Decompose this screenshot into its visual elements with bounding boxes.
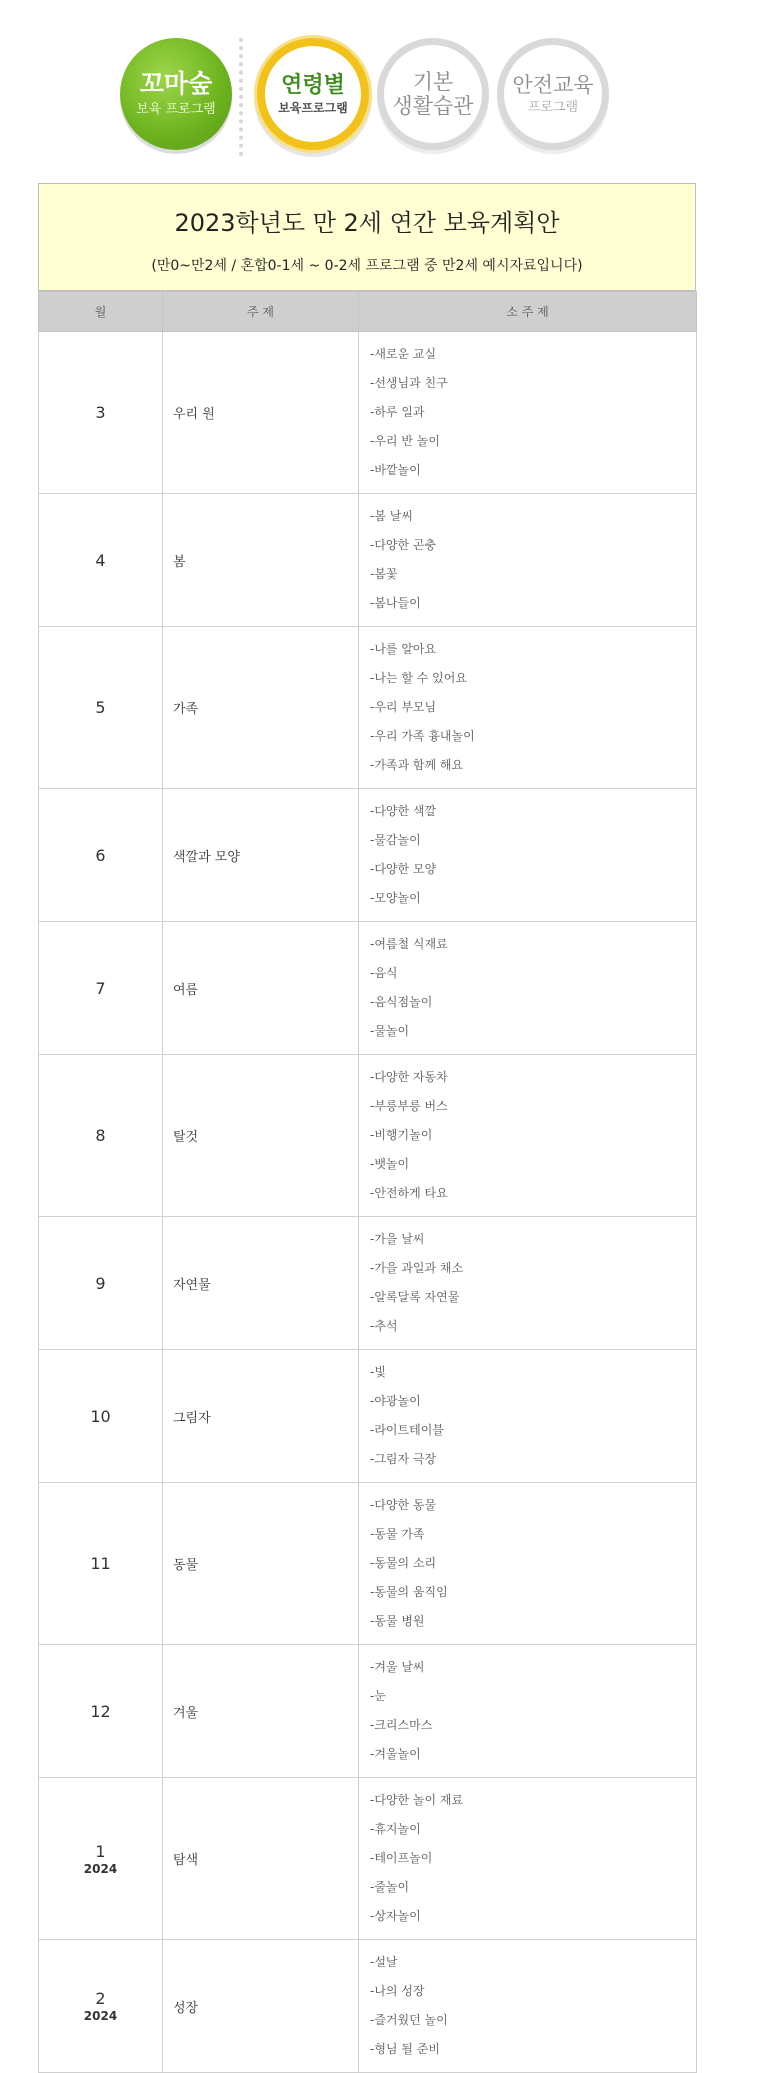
subtopic-item: -동물의 움직임 [370, 1585, 448, 1599]
subtopic-item: -음식점놀이 [370, 995, 433, 1009]
subtopics-cell [359, 1217, 697, 1350]
nav-button-title: 꼬마숲 [139, 69, 213, 99]
subtopic-item: -가족과 함께 해요 [370, 758, 464, 772]
subtopic-item: -줄놀이 [370, 1880, 410, 1894]
subtopic-item: -가을 과일과 채소 [370, 1261, 464, 1275]
subtopics-cell [359, 1055, 697, 1217]
month-cell [39, 627, 163, 789]
month-cell [39, 1483, 163, 1645]
subtopic-item: -알록달록 자연물 [370, 1290, 460, 1304]
month-value: 2 [95, 1989, 106, 2008]
subtopic-item: -즐거웠던 놀이 [370, 2013, 448, 2027]
subject-cell: 색깔과 모양 [163, 789, 359, 922]
subtopic-item: -물감놀이 [370, 833, 421, 847]
month-cell [39, 1217, 163, 1350]
subtopic-item: -가을 날씨 [370, 1232, 425, 1246]
subtopic-item: -다양한 색깔 [370, 804, 437, 818]
subtopic-item: -바깥놀이 [370, 463, 421, 477]
subtopic-item: -우리 가족 흉내놀이 [370, 729, 475, 743]
nav-button-title: 연령별 [281, 72, 345, 98]
nav-button-title-line2: 생활습관 [392, 94, 474, 118]
subtopics-cell [359, 789, 697, 922]
table-row [39, 1645, 697, 1778]
subtopics-cell [359, 627, 697, 789]
month-cell [39, 789, 163, 922]
subject-cell: 성장 [163, 1940, 359, 2073]
nav-button-kkomasup[interactable] [120, 38, 232, 150]
table-row [39, 789, 697, 922]
table-row [39, 1055, 697, 1217]
month-cell [39, 1940, 163, 2073]
subtopic-item: -겨울놀이 [370, 1747, 421, 1761]
subtopic-item: -라이트테이블 [370, 1423, 444, 1437]
plan-table-body [39, 332, 697, 2073]
month-column-header: 월 [39, 292, 163, 332]
subtopic-item: -여름철 식재료 [370, 937, 448, 951]
subject-cell: 봄 [163, 494, 359, 627]
table-row [39, 627, 697, 789]
month-value: 6 [95, 845, 106, 865]
month-cell [39, 1055, 163, 1217]
subtopics-cell [359, 1645, 697, 1778]
subtopic-item: -선생님과 친구 [370, 376, 448, 390]
nav-button-title: 안전교육 [512, 72, 594, 97]
month-value: 11 [90, 1554, 111, 1573]
month-cell [39, 1350, 163, 1483]
nav-button-subtitle: 프로그램 [527, 99, 579, 115]
plan-table-header-row [39, 292, 697, 332]
plan-subtitle: (만0~만2세 / 혼합0-1세 ~ 0-2세 프로그램 중 만2세 예시자료입니다) [151, 258, 583, 274]
subtopic-item: -나의 성장 [370, 1984, 425, 1998]
subtopic-item: -다양한 자동차 [370, 1070, 448, 1084]
subtopics-cell [359, 1483, 697, 1645]
table-row [39, 332, 697, 494]
table-row [39, 1483, 697, 1645]
subject-cell: 우리 원 [163, 332, 359, 494]
month-cell [39, 332, 163, 494]
subtopic-item: -다양한 모양 [370, 862, 437, 876]
subtopic-item: -다양한 동물 [370, 1498, 437, 1512]
month-value: 10 [90, 1406, 111, 1426]
subject-cell: 여름 [163, 922, 359, 1055]
subtopic-item: -우리 부모님 [370, 700, 437, 714]
subtopic-item: -상자놀이 [370, 1909, 421, 1923]
subtopic-item: -크리스마스 [370, 1718, 433, 1732]
nav-button-basic-habits[interactable] [377, 38, 489, 150]
month-value: 3 [95, 403, 106, 422]
subtopic-item: -나는 할 수 있어요 [370, 671, 467, 685]
subject-cell: 자연물 [163, 1217, 359, 1350]
month-cell [39, 1778, 163, 1940]
subtopic-item: -음식 [370, 966, 398, 980]
subtopic-item: -안전하게 타요 [370, 1186, 448, 1200]
nav-button-safety-education[interactable] [497, 38, 609, 150]
subtopic-item: -모양놀이 [370, 891, 421, 905]
subtopics-cell [359, 1778, 697, 1940]
subtopic-item: -눈 [370, 1689, 386, 1703]
subtopic-item: -부릉부릉 버스 [370, 1099, 448, 1113]
subtopic-item: -비행기놀이 [370, 1128, 433, 1142]
subtopic-item: -뱃놀이 [370, 1157, 410, 1171]
month-value: 4 [95, 550, 106, 570]
table-row [39, 1350, 697, 1483]
table-row [39, 1940, 697, 2073]
table-row [39, 922, 697, 1055]
nav-button-title: 기본 [412, 69, 454, 94]
month-value: 7 [95, 978, 106, 998]
month-cell [39, 1645, 163, 1778]
subtopic-item: -테이프놀이 [370, 1851, 433, 1865]
table-row [39, 1778, 697, 1940]
subtopic-item: -새로운 교실 [370, 347, 437, 361]
subtopics-cell [359, 494, 697, 627]
nav-button-subtitle: 보육프로그램 [278, 101, 348, 116]
subtopic-item: -휴지놀이 [370, 1822, 421, 1836]
nav-divider [239, 38, 243, 156]
subtopic-item: -동물 가족 [370, 1527, 425, 1541]
plan-header [38, 183, 696, 291]
subtopic-item: -형님 될 준비 [370, 2042, 440, 2056]
subtopic-item: -야광놀이 [370, 1394, 421, 1408]
subtopics-cell [359, 332, 697, 494]
subtopic-item: -그림자 극장 [370, 1452, 437, 1466]
subtopic-item: -추석 [370, 1319, 398, 1333]
subtopic-item: -동물 병원 [370, 1614, 425, 1628]
subtopic-item: -물놀이 [370, 1024, 410, 1038]
month-value: 5 [95, 698, 106, 717]
subtopic-item: -다양한 곤충 [370, 538, 437, 552]
month-cell [39, 922, 163, 1055]
nav-button-subtitle: 보육 프로그램 [136, 102, 216, 118]
program-nav [115, 38, 615, 158]
subject-cell: 탐색 [163, 1778, 359, 1940]
subject-cell: 탈것 [163, 1055, 359, 1217]
subtopics-column-header: 소 주 제 [359, 292, 697, 332]
table-row [39, 494, 697, 627]
subject-cell: 겨울 [163, 1645, 359, 1778]
annual-plan [38, 183, 696, 2073]
subtopic-item: -동물의 소리 [370, 1556, 437, 1570]
subtopic-item: -봄 날씨 [370, 509, 413, 523]
subtopics-cell [359, 1350, 697, 1483]
subject-cell: 가족 [163, 627, 359, 789]
subtopics-cell [359, 1940, 697, 2073]
month-value: 9 [95, 1273, 106, 1293]
plan-table [38, 291, 697, 2073]
subtopic-item: -나를 알아요 [370, 642, 437, 656]
subject-cell: 그림자 [163, 1350, 359, 1483]
subtopics-cell [359, 922, 697, 1055]
month-value: 1 [95, 1841, 106, 1861]
table-row [39, 1217, 697, 1350]
subtopic-item: -다양한 놀이 재료 [370, 1793, 464, 1807]
subtopic-item: -겨울 날씨 [370, 1660, 425, 1674]
subject-column-header: 주 제 [163, 292, 359, 332]
plan-title: 2023학년도 만 2세 연간 보육계획안 [174, 209, 560, 237]
subtopic-item: -봄나들이 [370, 596, 421, 610]
month-value: 8 [95, 1126, 106, 1145]
nav-button-age-program[interactable] [257, 38, 369, 150]
subtopic-item: -하루 일과 [370, 405, 425, 419]
subject-cell: 동물 [163, 1483, 359, 1645]
subtopic-item: -봄꽃 [370, 567, 398, 581]
month-cell [39, 494, 163, 627]
year-value: 2024 [83, 2009, 118, 2023]
subtopic-item: -설날 [370, 1955, 398, 1969]
month-value: 12 [90, 1701, 111, 1721]
year-value: 2024 [83, 1861, 118, 1876]
subtopic-item: -우리 반 놀이 [370, 434, 440, 448]
subtopic-item: -빛 [370, 1365, 386, 1379]
